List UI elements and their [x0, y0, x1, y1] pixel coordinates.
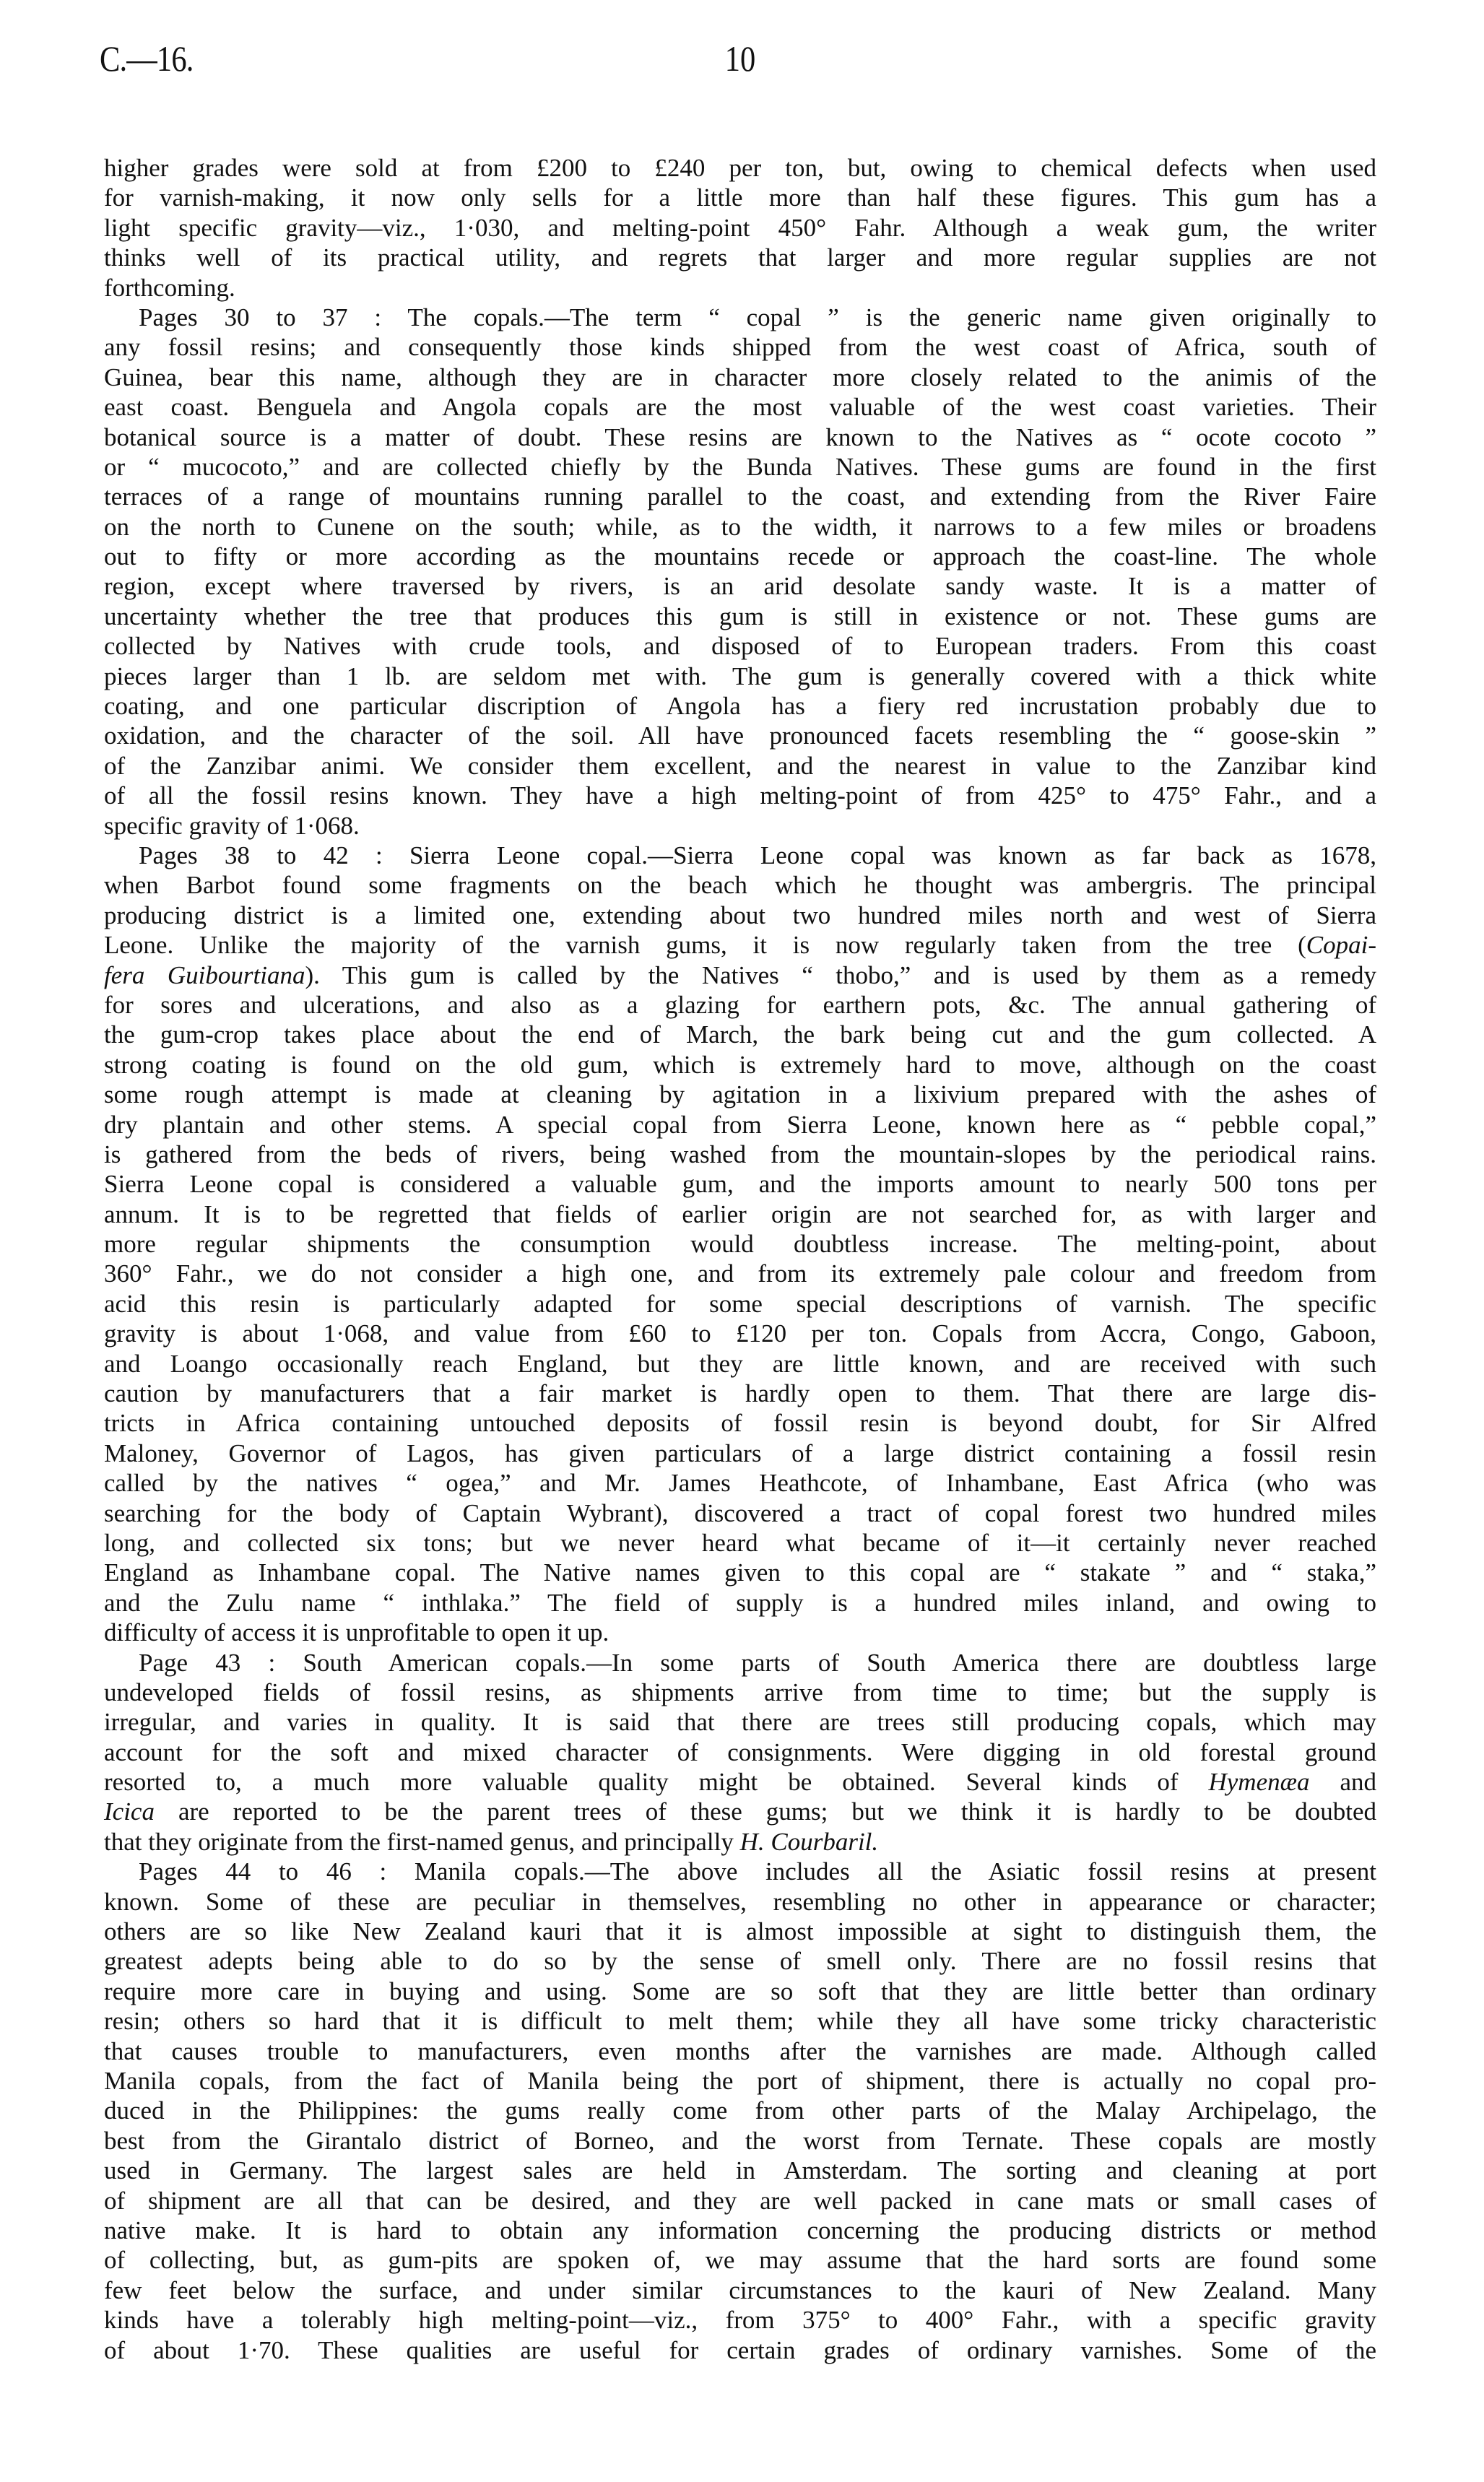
text-line: that causes trouble to manufacturers, even months after the varnishes are made. Although called	[104, 2036, 1376, 2065]
paragraph	[104, 303, 1376, 841]
text-line: 360° Fahr., we do not consider a high one, and from its extremely pale colour and freedom from	[104, 1259, 1376, 1288]
text-line: undeveloped fields of fossil resins, as shipments arrive from time to time; but the supply is	[104, 1678, 1376, 1706]
paragraph	[104, 1648, 1376, 1857]
text-line	[104, 930, 1376, 960]
text-line: account for the soft and mixed character of consignments. Were digging in old forestal ground	[104, 1737, 1376, 1766]
text-line: more regular shipments the consumption would doubtless increase. The melting-point, about	[104, 1230, 1376, 1259]
text-line: called by the natives “ ogea,” and Mr. James Heathcote, of Inhambane, East Africa (who was	[104, 1469, 1376, 1498]
text-line: caution by manufacturers that a fair market is hardly open to them. That there are large dis-	[104, 1379, 1376, 1408]
text-line: producing district is a limited one, extending about two hundred miles north and west of Sierra	[104, 901, 1376, 929]
document-reference: C.—16.	[100, 38, 194, 79]
text-line: specific gravity of 1·068.	[104, 811, 360, 840]
text-line: east coast. Benguela and Angola copals are the most valuable of the west coast varieties. Their	[104, 393, 1376, 422]
text-line: thinks well of its practical utility, and regrets that larger and more regular supplies are not	[104, 243, 1376, 272]
paragraph	[104, 1857, 1376, 2365]
text-line: England as Inhambane copal. The Native names given to this copal are “ stakate ” and “ staka,”	[104, 1558, 1376, 1587]
italic-term: Copai-	[1306, 931, 1376, 960]
text-line: is gathered from the beds of rivers, being washed from the mountain-slopes by the periodical rains.	[104, 1140, 1376, 1168]
text-line: oxidation, and the character of the soil. All have pronounced facets resembling the “ goose-skin ”	[104, 721, 1376, 750]
text-line: collected by Natives with crude tools, and disposed of to European traders. From this coast	[104, 632, 1376, 661]
text-line: pieces larger than 1 lb. are seldom met with. The gum is generally covered with a thick white	[104, 661, 1376, 690]
text-line: others are so like New Zealand kauri that it is almost impossible at sight to distinguish them, the	[104, 1917, 1376, 1946]
text-line: of collecting, but, as gum-pits are spoken of, we may assume that the hard sorts are found some	[104, 2246, 1376, 2275]
page-number: 10	[724, 38, 756, 79]
italic-term: Hymenæa	[1208, 1768, 1310, 1797]
text-line: searching for the body of Captain Wybrant), discovered a tract of copal forest two hundred miles	[104, 1498, 1376, 1527]
text-line: duced in the Philippines: the gums really come from other parts of the Malay Archipelago, the	[104, 2096, 1376, 2125]
text-line: the gum-crop takes place about the end of March, the bark being cut and the gum collected. A	[104, 1020, 1376, 1049]
text-segment: Leone. Unlike the majority of the varnish gums, it is now regularly taken from the tree (	[104, 931, 1306, 960]
text-line: some rough attempt is made at cleaning by agitation in a lixivium prepared with the ashes of	[104, 1080, 1376, 1109]
paragraph	[104, 841, 1376, 1648]
text-segment: ). This gum is called by the Natives “ thobo,” and is used by them as a remedy	[305, 960, 1376, 989]
page-header	[100, 38, 1376, 84]
text-line	[104, 960, 1376, 990]
text-line: Pages 38 to 42 : Sierra Leone copal.—Sierra Leone copal was known as far back as 1678,	[139, 841, 1376, 869]
italic-term: Icica	[104, 1797, 155, 1826]
text-line: on the north to Cunene on the south; while, as to the width, it narrows to a few miles or broadens	[104, 512, 1376, 541]
text-line: for varnish-making, it now only sells for a little more than half these figures. This gum has a	[104, 183, 1376, 212]
text-line: known. Some of these are peculiar in themselves, resembling no other in appearance or character;	[104, 1887, 1376, 1916]
text-line: of all the fossil resins known. They have a high melting-point of from 425° to 475° Fahr., and a	[104, 781, 1376, 810]
paragraph	[104, 153, 1376, 303]
text-line: for sores and ulcerations, and also as a glazing for earthern pots, &c. The annual gathering of	[104, 990, 1376, 1019]
text-line: coating, and one particular discription of Angola has a fiery red incrustation probably due to	[104, 692, 1376, 721]
text-line: annum. It is to be regretted that fields of earlier origin are not searched for, as with larger and	[104, 1199, 1376, 1228]
text-line: of shipment are all that can be desired, and they are well packed in cane mats or small cases of	[104, 2186, 1376, 2215]
text-line: and the Zulu name “ inthlaka.” The field of supply is a hundred miles inland, and owing to	[104, 1588, 1376, 1617]
text-line: forthcoming.	[104, 273, 235, 302]
text-line: out to fifty or more according as the mountains recede or approach the coast-line. The whole	[104, 542, 1376, 571]
text-line: acid this resin is particularly adapted for some special descriptions of varnish. The specific	[104, 1289, 1376, 1318]
text-line: any fossil resins; and consequently those kinds shipped from the west coast of Africa, south of	[104, 333, 1376, 362]
text-line: few feet below the surface, and under similar circumstances to the kauri of New Zealand. Many	[104, 2275, 1376, 2304]
text-line: uncertainty whether the tree that produces this gum is still in existence or not. These gums are	[104, 602, 1376, 630]
text-line	[104, 1827, 1376, 1857]
text-line: greatest adepts being able to do so by the sense of smell only. There are no fossil resins that	[104, 1947, 1376, 1976]
text-line: require more care in buying and using. Some are so soft that they are little better than ordinary	[104, 1977, 1376, 2005]
text-line: of the Zanzibar animi. We consider them excellent, and the nearest in value to the Zanzibar kind	[104, 751, 1376, 780]
text-line: Page 43 : South American copals.—In some parts of South America there are doubtless large	[139, 1648, 1376, 1677]
text-line: irregular, and varies in quality. It is said that there are trees still producing copals, which may	[104, 1708, 1376, 1737]
text-line: or “ mucocoto,” and are collected chiefly by the Bunda Natives. These gums are found in the first	[104, 452, 1376, 481]
text-line: region, except where traversed by rivers, is an arid desolate sandy waste. It is a matter of	[104, 572, 1376, 601]
text-line: terraces of a range of mountains running parallel to the coast, and extending from the River Faire	[104, 482, 1376, 511]
text-line: Manila copals, from the fact of Manila being the port of shipment, there is actually no copal pro-	[104, 2067, 1376, 2095]
text-line: resin; others so hard that it is difficult to melt them; while they all have some tricky characteristic	[104, 2007, 1376, 2036]
text-line: difficulty of access it is unprofitable to open it up.	[104, 1618, 609, 1647]
text-line: native make. It is hard to obtain any information concerning the producing districts or method	[104, 2216, 1376, 2244]
text-segment: are reported to be the parent trees of these gums; but we think it is hardly to be doubted	[154, 1797, 1376, 1826]
text-line	[104, 1767, 1376, 1797]
text-line: higher grades were sold at from £200 to £240 per ton, but, owing to chemical defects when used	[104, 154, 1376, 182]
text-line: Pages 44 to 46 : Manila copals.—The above includes all the Asiatic fossil resins at present	[139, 1857, 1376, 1886]
text-line: when Barbot found some fragments on the beach which he thought was ambergris. The principal	[104, 871, 1376, 900]
text-line: Sierra Leone copal is considered a valuable gum, and the imports amount to nearly 500 tons per	[104, 1170, 1376, 1199]
text-line: best from the Girantalo district of Borneo, and the worst from Ternate. These copals are mostly	[104, 2126, 1376, 2155]
text-segment: and	[1309, 1768, 1376, 1797]
text-line: and Loango occasionally reach England, but they are little known, and are received with such	[104, 1349, 1376, 1378]
text-line: dry plantain and other stems. A special copal from Sierra Leone, known here as “ pebble copal,”	[104, 1110, 1376, 1139]
text-segment: that they originate from the first-named genus, and principally	[104, 1827, 740, 1856]
text-line: Guinea, bear this name, although they are in character more closely related to the animis of the	[104, 363, 1376, 391]
text-segment: resorted to, a much more valuable quality might be obtained. Several kinds of	[104, 1768, 1209, 1797]
text-line: light specific gravity—viz., 1·030, and melting-point 450° Fahr. Although a weak gum, the writer	[104, 213, 1376, 242]
text-line: long, and collected six tons; but we never heard what became of it—it certainly never reached	[104, 1528, 1376, 1557]
text-line	[104, 1797, 1376, 1826]
text-line: kinds have a tolerably high melting-point—viz., from 375° to 400° Fahr., with a specific gravity	[104, 2306, 1376, 2335]
text-line: gravity is about 1·068, and value from £60 to £120 per ton. Copals from Accra, Congo, Gaboon,	[104, 1319, 1376, 1348]
text-line: Pages 30 to 37 : The copals.—The term “ copal ” is the generic name given originally to	[139, 303, 1376, 331]
document-body	[104, 153, 1376, 2365]
italic-term: fera Guibourtiana	[104, 960, 305, 989]
text-line: tricts in Africa containing untouched deposits of fossil resin is beyond doubt, for Sir Alfred	[104, 1409, 1376, 1438]
text-line: botanical source is a matter of doubt. These resins are known to the Natives as “ ocote cocoto ”	[104, 422, 1376, 451]
text-line: Maloney, Governor of Lagos, has given particulars of a large district containing a fossil resin	[104, 1439, 1376, 1467]
italic-term: H. Courbaril.	[739, 1827, 879, 1856]
text-line: of about 1·70. These qualities are useful for certain grades of ordinary varnishes. Some of the	[104, 2335, 1376, 2364]
text-line: strong coating is found on the old gum, which is extremely hard to move, although on the coast	[104, 1050, 1376, 1079]
text-line: used in Germany. The largest sales are held in Amsterdam. The sorting and cleaning at port	[104, 2156, 1376, 2185]
